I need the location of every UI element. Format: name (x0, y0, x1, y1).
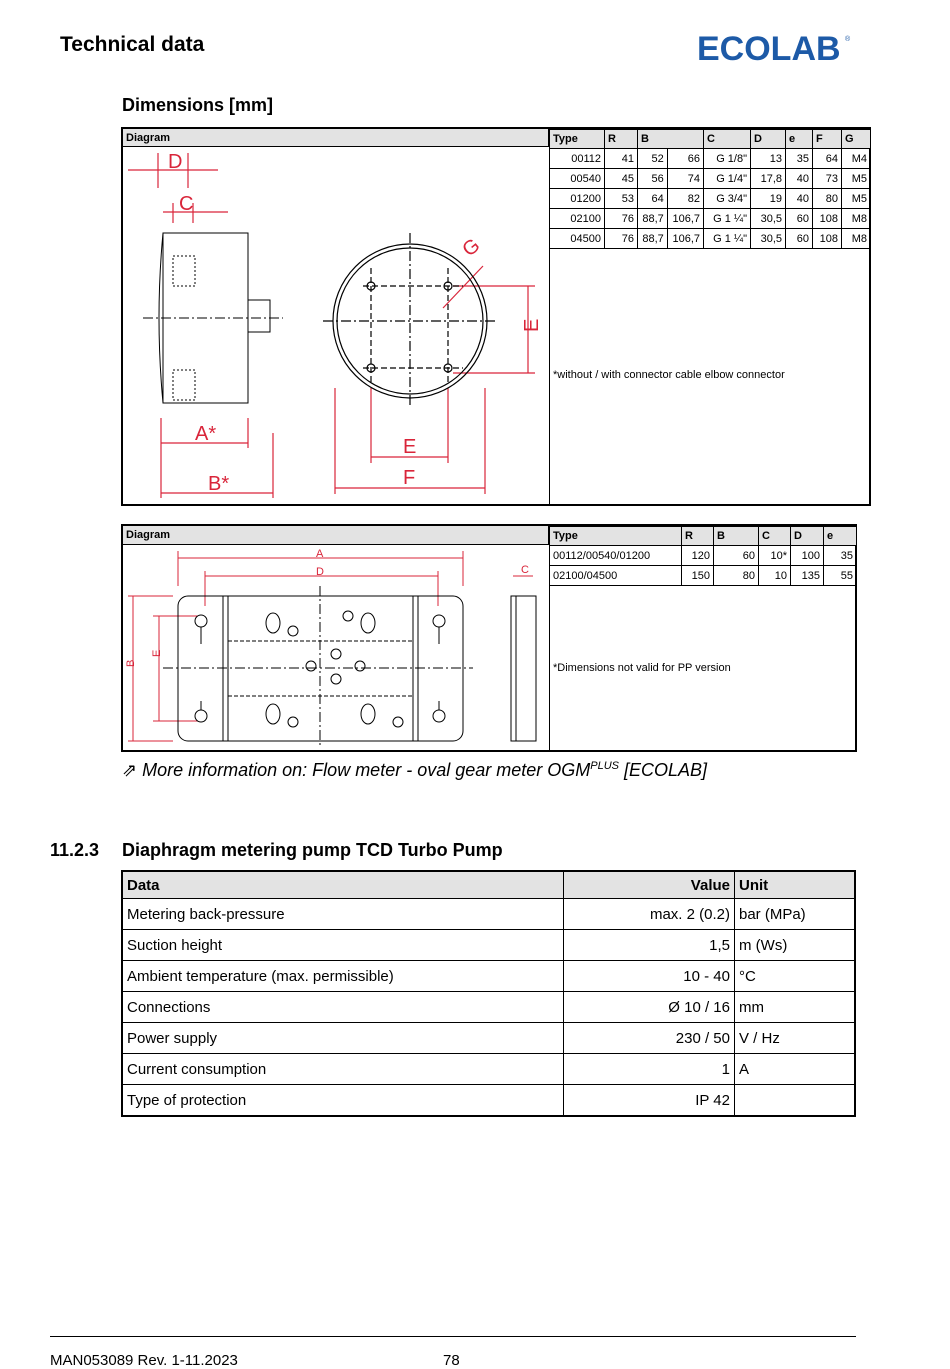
table-row: 00112/00540/01200 120 60 10* 100 35 (550, 546, 857, 566)
dimensions-data-table-2 (549, 526, 857, 586)
svg-text:®: ® (845, 36, 851, 43)
table-header-row: Type R B C D e F G (550, 130, 871, 149)
dimensions-table-1 (121, 127, 871, 506)
footer-document-id: MAN053089 Rev. 1-11.2023 (50, 1352, 238, 1369)
dimensions-title: Dimensions [mm] (122, 95, 274, 115)
svg-text:E: E (403, 436, 417, 458)
ecolab-logo (695, 27, 855, 67)
svg-text:A*: A* (195, 423, 217, 445)
svg-text:B*: B* (208, 473, 230, 495)
table-row: Suction height 1,5 m (Ws) (122, 930, 855, 961)
svg-text:E: E (151, 649, 163, 657)
section-number: 11.2.3 (50, 840, 100, 860)
svg-text:B: B (125, 659, 137, 667)
svg-text:ECOLAB: ECOLAB (697, 30, 841, 67)
column-divider (549, 526, 550, 750)
table-row: 02100 76 88,7 106,7 G 1 ¼" 30,5 60 108 M8 (550, 209, 871, 229)
table-row: 00540 45 56 74 G 1/4" 17,8 40 73 M5 (550, 169, 871, 189)
table-row: Power supply 230 / 50 V / Hz (122, 1023, 855, 1054)
arrow-icon: ⇗ (122, 760, 138, 780)
table-row: Current consumption 1 A (122, 1054, 855, 1085)
pump-dimension-drawing (123, 148, 549, 504)
svg-text:D: D (168, 151, 183, 173)
header-unit: Unit (735, 871, 856, 899)
column-divider (549, 129, 550, 504)
svg-text:D: D (316, 566, 324, 578)
dimensions-table-2 (121, 524, 857, 752)
svg-text:C: C (521, 564, 529, 576)
table-row: 00112 41 52 66 G 1/8" 13 35 64 M4 (550, 149, 871, 169)
table-row: Type of protection IP 42 (122, 1085, 855, 1117)
mounting-plate-drawing (123, 546, 549, 750)
table-row: Ambient temperature (max. permissible) 10 - 40 °C (122, 961, 855, 992)
more-info-suffix: [ECOLAB] (619, 760, 708, 780)
section-title: Diaphragm metering pump TCD Turbo Pump (122, 840, 503, 860)
diagram-header: Diagram (123, 526, 549, 545)
dimensions-data-table-1 (549, 129, 871, 249)
table1-note: *without / with connector cable elbow connector (553, 369, 785, 381)
table-header-row (122, 871, 855, 899)
svg-text:F: F (403, 467, 416, 489)
more-info-sup: PLUS (590, 760, 620, 772)
diagram-header: Diagram (123, 129, 549, 147)
svg-text:E: E (521, 318, 543, 332)
header-value: Value (564, 871, 735, 899)
svg-text:A: A (316, 548, 324, 560)
more-info-text: More information on: Flow meter - oval gear meter OGM (142, 760, 591, 780)
table-row: Metering back-pressure max. 2 (0.2) bar (MPa) (122, 899, 855, 930)
table2-note: *Dimensions not valid for PP version (553, 662, 731, 674)
header-data: Data (122, 871, 564, 899)
table-header-row: Type R B C D e (550, 527, 857, 546)
footer-page-number: 78 (443, 1352, 460, 1369)
footer-divider (50, 1336, 856, 1337)
table-row: 01200 53 64 82 G 3/4" 19 40 80 M5 (550, 189, 871, 209)
svg-text:G: G (458, 234, 485, 262)
page-header-title: Technical data (60, 33, 205, 56)
table-row: 02100/04500 150 80 10 135 55 (550, 566, 857, 586)
pump-data-table (121, 870, 856, 1117)
table-row: Connections Ø 10 / 16 mm (122, 992, 855, 1023)
svg-text:C: C (179, 193, 194, 215)
more-info-link[interactable] (122, 760, 707, 781)
table-row: 04500 76 88,7 106,7 G 1 ¼" 30,5 60 108 M8 (550, 229, 871, 249)
